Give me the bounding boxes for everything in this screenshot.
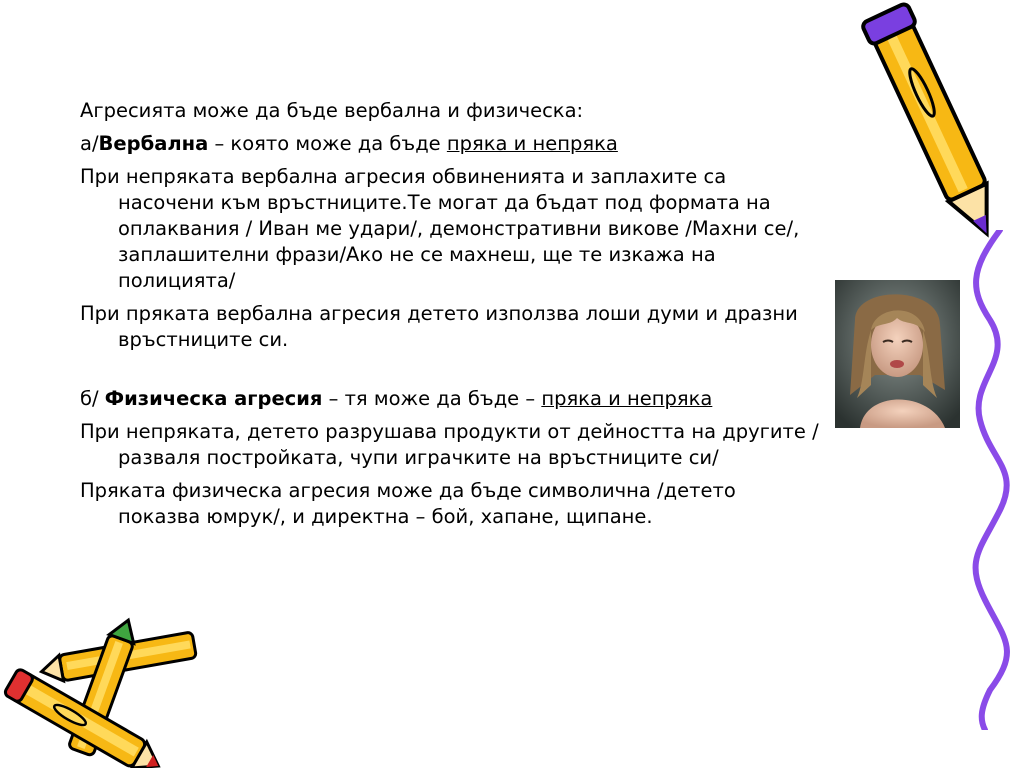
physical-bold: Физическа агресия [104, 387, 323, 410]
pencils-icon [0, 615, 210, 768]
verbal-underlined: пряка и непряка [446, 132, 618, 155]
squiggle-line [960, 230, 1024, 730]
verbal-middle: – която може да бъде [208, 132, 447, 155]
physical-heading [80, 386, 820, 412]
direct-verbal-paragraph: При пряката вербална агресия детето използва лоши думи и дразни връстниците си. [80, 302, 798, 351]
verbal-prefix: а/ [80, 132, 99, 155]
verbal-heading [80, 131, 820, 157]
slide-body [80, 98, 820, 537]
physical-middle: – тя може да бъде – [322, 387, 542, 410]
indirect-verbal-paragraph: При непряката вербална агресия обвиненията и заплахите са насочени към връстниците.Те могат да бъдат под формата на оплаквания / Иван ме удари/, демонстративни викове /Махни се/, заплашителни фрази/Ако не се махнеш, ще те изкажа на полицията/ [80, 165, 800, 292]
direct-physical-paragraph: Пряката физическа агресия може да бъде символична /детето показва юмрук/, и директна – бой, хапане, щипане. [80, 479, 736, 528]
verbal-bold: Вербална [98, 132, 209, 155]
indirect-physical-paragraph: При непряката, детето разрушава продукти от дейността на другите /разваля постройката, чупи играчките на връстниците си/ [80, 420, 819, 469]
intro-line: Агресията може да бъде вербална и физическа: [80, 99, 584, 122]
crying-child-photo [835, 280, 960, 428]
pencil-icon [860, 0, 1010, 250]
spacer [80, 360, 820, 386]
physical-prefix: б/ [80, 387, 105, 410]
physical-underlined: пряка и непряка [541, 387, 713, 410]
